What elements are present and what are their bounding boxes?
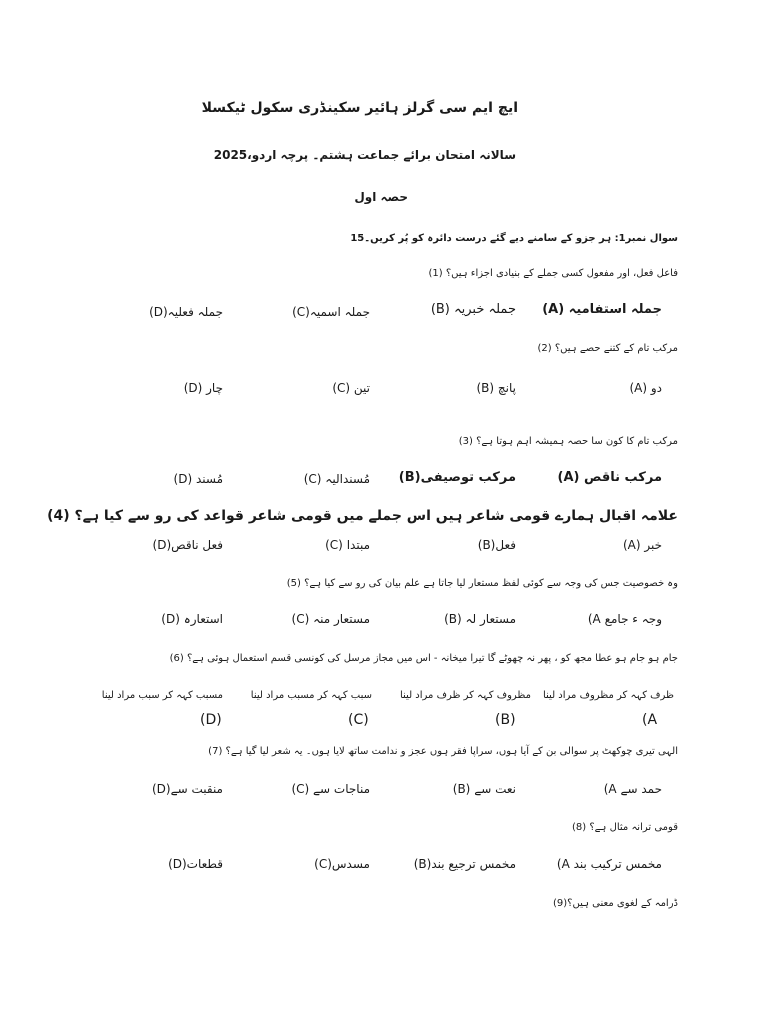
q6-option-a-text: ظرف کہہ کر مظروف مراد لینا xyxy=(542,690,674,701)
q2-option-a[interactable]: (A) دو xyxy=(629,381,662,395)
q1-option-a[interactable]: (A) جملہ استفامیہ xyxy=(542,302,662,317)
school-name: ایچ ایم سی گرلز ہائیر سکینڈری سکول ٹیکسلا xyxy=(201,100,518,116)
exam-title: سالانہ امتحان برائے جماعت ہشتم۔ پرچہ اردو،2025 xyxy=(213,148,516,162)
q5-option-a[interactable]: (A وجہ ء جامع xyxy=(587,612,662,626)
q8-option-b[interactable]: (B)مخمس ترجیع بند xyxy=(413,857,516,871)
q8-option-a[interactable]: (A مخمس ترکیب بند xyxy=(556,857,662,871)
q1-option-b[interactable]: (B) جملہ خبریہ xyxy=(430,302,516,317)
q3-option-d[interactable]: (D) مُسند xyxy=(173,472,223,486)
q8-option-c[interactable]: (C)مسدس xyxy=(314,857,370,871)
q7-option-c[interactable]: (C) مناجات سے xyxy=(291,782,370,796)
question-1: فاعل فعل، اور مفعول کسی جملے کے بنیادی اجزاء ہیں؟ (1) xyxy=(428,268,678,279)
q8-option-d[interactable]: (D)قطعات xyxy=(168,857,223,871)
section-title: حصہ اول xyxy=(354,190,408,204)
q2-option-c[interactable]: (C) تین xyxy=(332,381,370,395)
question-4: علامہ اقبال ہمارے قومی شاعر ہیں اس جملے میں قومی شاعر قواعد کی رو سے کیا ہے؟ (4) xyxy=(47,508,678,524)
q5-option-b[interactable]: (B) مستعار لہ xyxy=(444,612,516,626)
question-7: الہی تیری چوکھٹ پر سوالی بن کے آیا ہوں، سراپا فقر ہوں عجز و ندامت ساتھ لایا ہوں۔ یہ شعر لیا گیا ہے؟ (7) xyxy=(208,746,678,757)
q2-option-b[interactable]: (B) پانچ xyxy=(476,381,516,395)
q1-option-d[interactable]: (D)جملہ فعلیہ xyxy=(149,305,223,319)
question-5: وہ خصوصیت جس کی وجہ سے کوئی لفظ مستعار لیا جاتا ہے علم بیان کی رو سے کیا ہے؟ (5) xyxy=(286,578,678,589)
question-8: قومی ترانہ مثال ہے؟ (8) xyxy=(572,822,678,833)
q3-option-c[interactable]: (C) مُسندالیہ xyxy=(303,472,370,486)
q7-option-d[interactable]: (D)منقبت سے xyxy=(151,782,223,796)
q4-option-b[interactable]: (B)فعل xyxy=(477,538,516,552)
q6-option-c[interactable]: (C) xyxy=(348,712,369,728)
question-2: مرکب تام کے کتنے حصے ہیں؟ (2) xyxy=(537,343,678,354)
q7-option-a[interactable]: (A حمد سے xyxy=(603,782,662,796)
q6-option-d[interactable]: (D) xyxy=(200,712,222,728)
question-6: جام ہو جام ہو عطا مجھ کو ، پھر نہ چھوٹے گا تیرا میخانہ - اس میں مجاز مرسل کی کونسی قسم استعمال ہوئی ہے؟ (6) xyxy=(169,653,678,664)
q3-option-b[interactable]: (B)مرکب توصیفی xyxy=(398,470,516,485)
q3-option-a[interactable]: (A) مرکب ناقص xyxy=(557,470,662,485)
q4-option-a[interactable]: (A) خبر xyxy=(622,538,662,552)
q5-option-d[interactable]: (D) استعارہ xyxy=(161,612,223,626)
q1-option-c[interactable]: (C)جملہ اسمیہ xyxy=(292,305,370,319)
q6-option-d-text: مسبب کہہ کر سبب مراد لینا xyxy=(101,690,223,701)
q7-option-b[interactable]: (B) نعت سے xyxy=(452,782,516,796)
instruction: سوال نمبر1: ہر جزو کے سامنے دیے گئے درست دائرہ کو پُر کریں۔15 xyxy=(350,233,678,244)
question-9: ڈرامہ کے لغوی معنی ہیں؟(9) xyxy=(553,898,678,909)
q4-option-c[interactable]: (C) مبتدا xyxy=(325,538,370,552)
q2-option-d[interactable]: (D) چار xyxy=(183,381,223,395)
question-3: مرکب تام کا کون سا حصہ ہمیشہ اہم ہوتا ہے؟ (3) xyxy=(458,436,678,447)
q6-option-c-text: سبب کہہ کر مسبب مراد لینا xyxy=(250,690,372,701)
q6-option-b[interactable]: (B) xyxy=(495,712,516,728)
q6-option-a[interactable]: (A xyxy=(642,712,658,728)
q5-option-c[interactable]: (C) مستعار منہ xyxy=(291,612,370,626)
q4-option-d[interactable]: (D)فعل ناقص xyxy=(152,538,223,552)
q6-option-b-text: مظروف کہہ کر ظرف مراد لینا xyxy=(399,690,531,701)
